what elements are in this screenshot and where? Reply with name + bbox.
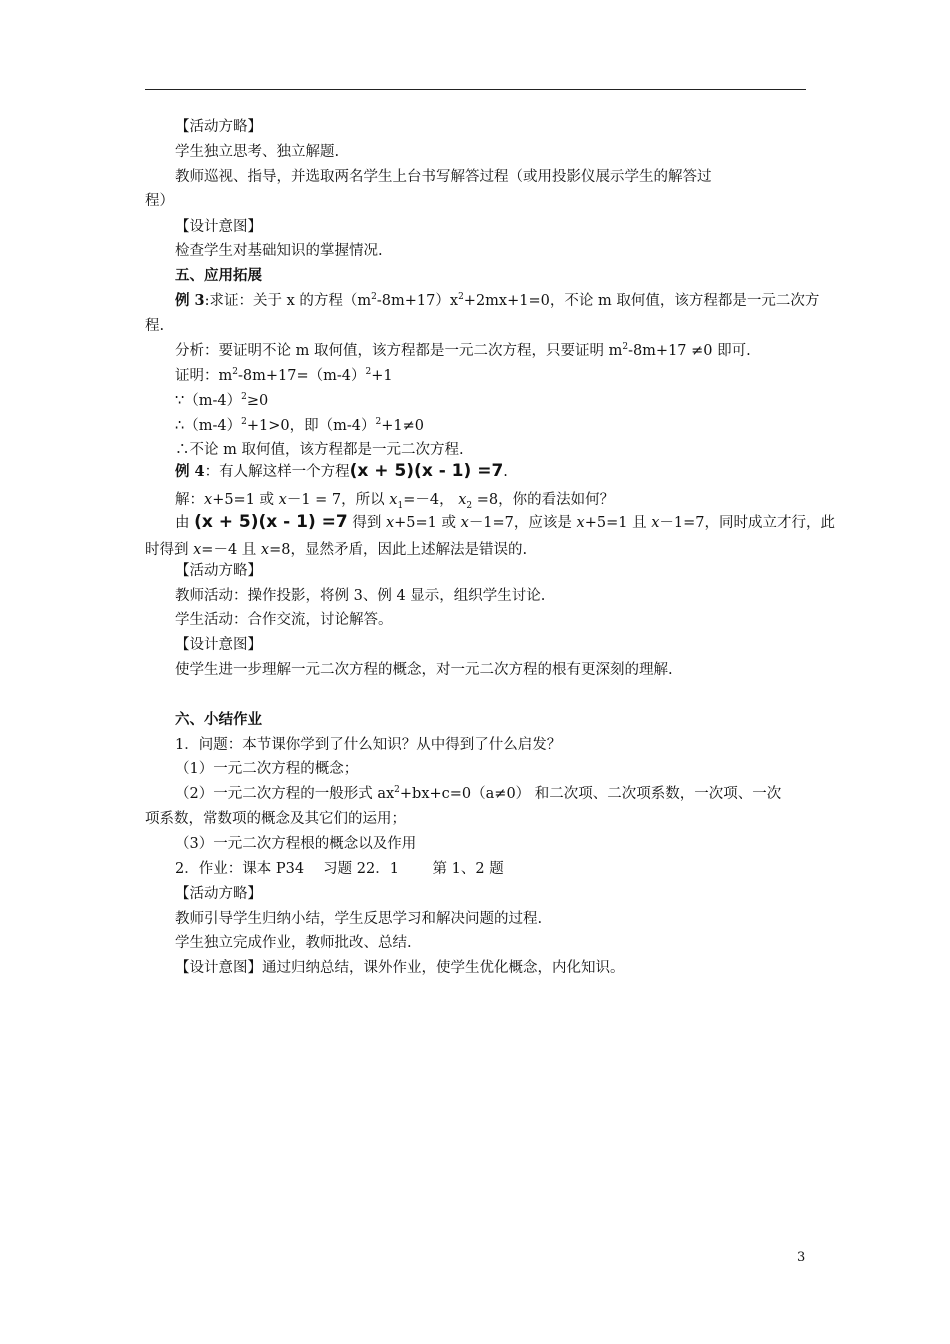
subscript: 2 [466, 500, 473, 511]
header-rule [145, 89, 806, 90]
text-run: ≥0 [246, 393, 269, 409]
text-line: 教师巡视、指导，并选取两名学生上台书写解答过程（或用投影仪展示学生的解答过 [175, 169, 712, 185]
variable: x [385, 515, 395, 531]
text-run: －1 = 7，所以 [286, 492, 390, 508]
general-form-line [175, 784, 781, 804]
solution-line [175, 490, 614, 510]
text-line: 【活动方略】 [175, 563, 262, 579]
variable: x [260, 542, 270, 558]
example-label: 例 3 [175, 292, 205, 309]
text-run: ∴（m-4） [175, 418, 242, 434]
text-run: +1 [371, 368, 393, 384]
superscript: 2 [241, 392, 247, 403]
superscript: 2 [241, 417, 247, 428]
superscript: 2 [394, 785, 400, 796]
text-line: 1．问题：本节课你学到了什么知识？从中得到了什么启发？ [175, 737, 562, 753]
text-run: . [503, 464, 508, 480]
example-label: 例 4 [175, 463, 205, 480]
variable: x [576, 515, 585, 531]
text-line: 检查学生对基础知识的掌握情况. [175, 243, 383, 259]
text-line: 学生活动：合作交流，讨论解答。 [175, 612, 393, 628]
text-run: +5=1 或 [394, 515, 461, 531]
variable: x [458, 492, 467, 508]
superscript: 2 [232, 367, 238, 378]
reasoning-line [145, 540, 527, 560]
text-run: （2）一元二次方程的一般形式 ax [175, 786, 395, 802]
text-line: 【活动方略】 [175, 119, 262, 135]
proof-line [175, 366, 393, 386]
analysis-line [175, 341, 751, 361]
text-line: 教师活动：操作投影，将例 3、例 4 显示，组织学生讨论. [175, 588, 546, 604]
text-line: 教师引导学生归纳小结，学生反思学习和解决问题的过程. [175, 911, 543, 927]
variable: x [389, 492, 398, 508]
text-run: =8，显然矛盾，因此上述解法是错误的. [269, 542, 528, 558]
equation: (x + 5)(x - 1) =7 [349, 461, 504, 481]
example-3 [175, 291, 819, 311]
text-run: +bx+c=0（a≠0） 和二次项、二次项系数，一次项、一次 [399, 786, 782, 802]
variable: x [651, 515, 660, 531]
text-run: =－4， [403, 492, 459, 508]
variable: x [193, 542, 202, 558]
text-run: -8m+17）x [376, 293, 459, 309]
text-line: ∴不论 m 取何值，该方程都是一元二次方程. [175, 442, 464, 458]
text-line: 学生独立思考、独立解题. [175, 144, 340, 160]
reasoning-line [175, 512, 835, 533]
text-run: 解： [175, 492, 204, 508]
text-run: +5=1 或 [212, 492, 279, 508]
text-line: 【设计意图】 [175, 637, 262, 653]
text-run: 得到 [347, 515, 386, 531]
section-heading: 五、应用拓展 [175, 267, 262, 284]
text-run: 证明：m [175, 368, 233, 384]
text-run: =－4 且 [201, 542, 261, 558]
superscript: 2 [365, 367, 372, 378]
page-number: 3 [797, 1250, 806, 1265]
text-line: 【设计意图】通过归纳总结，课外作业，使学生优化概念，内化知识。 [175, 960, 625, 976]
variable: x [460, 515, 469, 531]
text-line: （3）一元二次方程根的概念以及作用 [175, 836, 417, 852]
text-run: ∵（m-4） [175, 393, 242, 409]
text-run: +1>0，即（m-4） [246, 418, 376, 434]
text-run: +1≠0 [381, 418, 424, 434]
text-run: 分析：要证明不论 m 取何值，该方程都是一元二次方程，只要证明 m [175, 343, 623, 359]
text-line: 2．作业：课本 P34 习题 22．1 第 1、2 题 [175, 861, 504, 877]
text-line: 项系数，常数项的概念及其它们的运用； [145, 811, 406, 827]
superscript: 2 [375, 417, 382, 428]
text-run: +5=1 且 [584, 515, 652, 531]
variable: x [204, 492, 213, 508]
text-run: －1=7，应该是 [468, 515, 577, 531]
equation: (x + 5)(x - 1) =7 [194, 512, 348, 532]
example-4 [175, 461, 508, 482]
variable: x [278, 492, 287, 508]
text-line: 【活动方略】 [175, 886, 262, 902]
text-run: -8m+17 ≠0 即可. [628, 343, 751, 359]
subscript: 1 [397, 500, 404, 511]
text-line: 【设计意图】 [175, 219, 262, 235]
section-heading: 六、小结作业 [175, 711, 262, 728]
text-run: －1=7，同时成立才行，此 [659, 515, 835, 531]
superscript: 2 [622, 342, 629, 353]
text-run: =8，你的看法如何？ [472, 492, 615, 508]
superscript: 2 [458, 292, 464, 303]
text-line: 使学生进一步理解一元二次方程的概念，对一元二次方程的根有更深刻的理解. [175, 662, 673, 678]
text-run: ：有人解这样一个方程 [204, 464, 350, 480]
text-line: 程） [145, 193, 174, 209]
therefore-line [175, 416, 424, 436]
superscript: 2 [371, 292, 377, 303]
text-line: 程. [145, 318, 165, 334]
because-line [175, 391, 268, 411]
text-run: 时得到 [145, 542, 194, 558]
text-line: （1）一元二次方程的概念； [175, 761, 359, 777]
text-line: 学生独立完成作业，教师批改、总结. [175, 935, 412, 951]
text-run: :求证：关于 x 的方程（m [204, 293, 372, 309]
text-run: -8m+17=（m-4） [237, 368, 366, 384]
text-run: 由 [175, 515, 195, 531]
text-run: +2mx+1=0，不论 m 取何值，该方程都是一元二次方 [463, 293, 820, 309]
